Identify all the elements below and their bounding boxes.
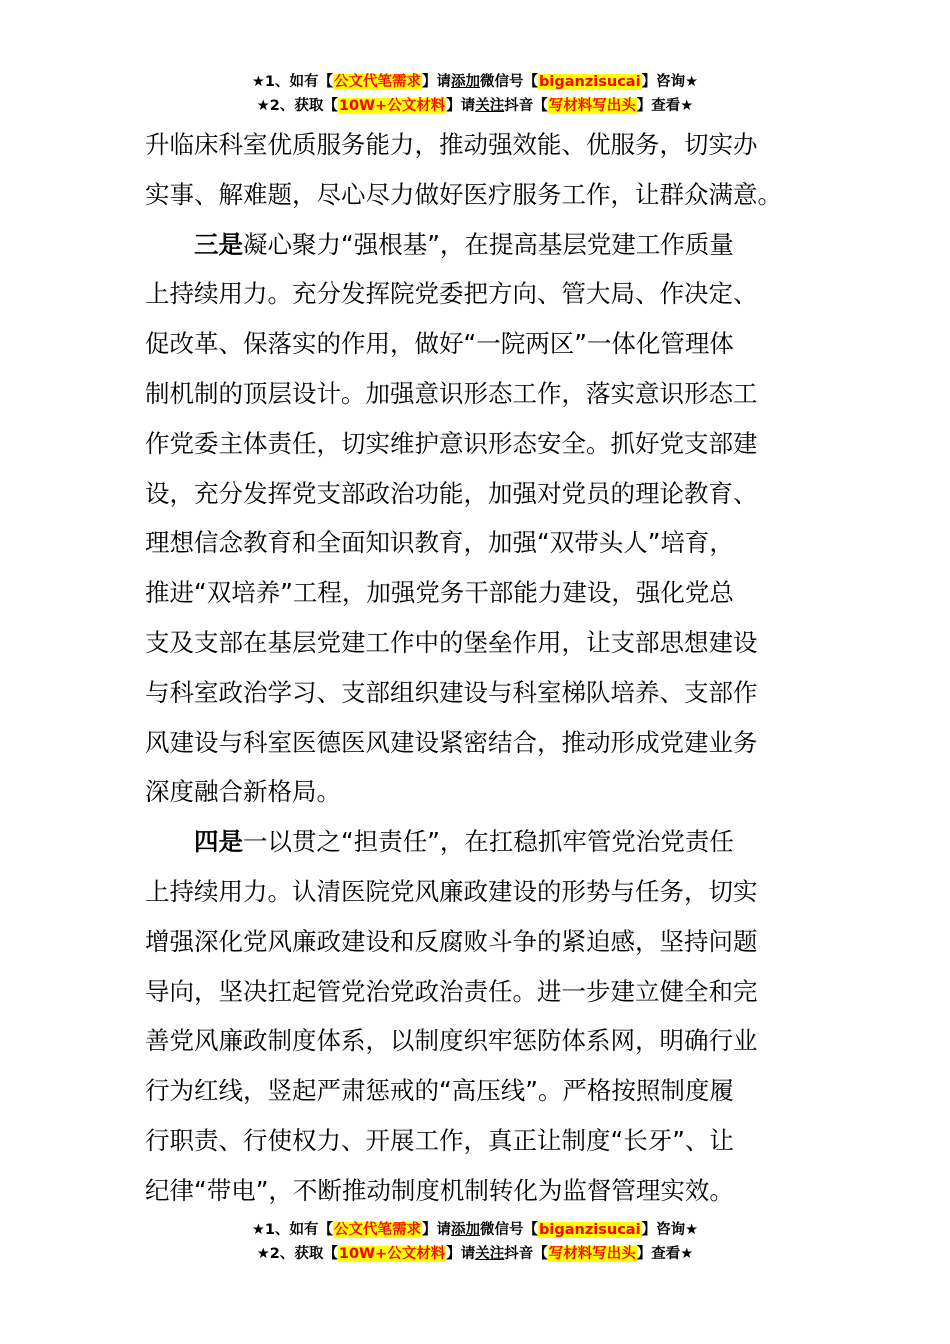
text-line: 凝心聚力“强根基”，在提高基层党建工作质量	[243, 229, 734, 259]
banner-text: 抖音【	[504, 98, 548, 114]
text-line: 深度融合新格局。	[145, 777, 341, 807]
text-line: 实事、解难题，尽心尽力做好医疗服务工作，让群众满意。	[145, 179, 782, 209]
banner-underlined-text: 添加	[451, 74, 481, 90]
text-line: 行职责、行使权力、开展工作，真正让制度“长牙”、让	[145, 1125, 734, 1155]
text-line: 理想信念教育和全面知识教育，加强“双带头人”培育，	[145, 528, 734, 558]
text-line: 上持续用力。认清医院党风廉政建设的形势与任务，切实	[145, 876, 758, 906]
banner-line-2	[0, 94, 950, 118]
text-line: 制机制的顶层设计。加强意识形态工作，落实意识形态工	[145, 378, 758, 408]
text-line: 一以贯之“担责任”，在扛稳抓牢管党治党责任	[243, 827, 734, 857]
text-line: 设，充分发挥党支部政治功能，加强对党员的理论教育、	[145, 478, 758, 508]
banner-text: ★2、获取【	[256, 1246, 338, 1262]
banner-text: 】请	[422, 74, 452, 90]
banner-text: 】请	[446, 1246, 476, 1262]
document-body	[145, 120, 810, 1216]
text-line: 导向，坚决扛起管党治党政治责任。进一步建立健全和完	[145, 976, 758, 1006]
banner-underlined-text: 关注	[475, 1246, 505, 1262]
paragraph-lead: 四是	[194, 827, 243, 857]
banner-text: 】查看★	[636, 98, 694, 114]
banner-line-2	[0, 1242, 950, 1266]
paragraph-start-four	[145, 817, 810, 867]
banner-text: 】咨询★	[641, 1222, 699, 1238]
banner-underlined-text: 关注	[475, 98, 505, 114]
highlight-douyin: 写材料写出头	[548, 98, 636, 114]
text-line: 上持续用力。充分发挥院党委把方向、管大局、作决定、	[145, 279, 758, 309]
text-line: 与科室政治学习、支部组织建设与科室梯队培养、支部作	[145, 677, 758, 707]
text-line: 增强深化党风廉政建设和反腐败斗争的紧迫感，坚持问题	[145, 926, 758, 956]
banner-underlined-text: 添加	[451, 1222, 481, 1238]
text-line: 升临床科室优质服务能力，推动强效能、优服务，切实办	[145, 130, 758, 159]
text-line: 风建设与科室医德医风建设紧密结合，推动形成党建业务	[145, 727, 758, 757]
banner-text: 微信号【	[480, 1222, 539, 1238]
highlight-service: 公文代笔需求	[334, 1222, 422, 1238]
banner-text: 】请	[422, 1222, 452, 1238]
text-line: 支及支部在基层党建工作中的堡垒作用，让支部思想建设	[145, 627, 758, 657]
banner-text: 】请	[446, 98, 476, 114]
banner-line-1	[0, 1218, 950, 1242]
banner-text: 】咨询★	[641, 74, 699, 90]
paragraph-start-three	[145, 220, 810, 270]
text-line: 推进“双培养”工程，加强党务干部能力建设，强化党总	[145, 578, 734, 608]
banner-text: 微信号【	[480, 74, 539, 90]
highlight-douyin: 写材料写出头	[548, 1246, 636, 1262]
banner-text: 抖音【	[504, 1246, 548, 1262]
text-line: 行为红线，竖起严肃惩戒的“高压线”。严格按照制度履	[145, 1076, 734, 1106]
text-line: 作党委主体责任，切实维护意识形态安全。抓好党支部建	[145, 428, 758, 458]
banner-text: ★2、获取【	[256, 98, 338, 114]
text-line: 促改革、保落实的作用，做好“一院两区”一体化管理体	[145, 329, 734, 359]
highlight-wechat-id: biganzisucai	[539, 74, 641, 90]
footer-banner	[0, 1218, 950, 1266]
text-line: 纪律“带电”，不断推动制度机制转化为监督管理实效。	[145, 1175, 734, 1205]
text-line: 善党风廉政制度体系，以制度织牢惩防体系网，明确行业	[145, 1026, 758, 1056]
banner-text: 】查看★	[636, 1246, 694, 1262]
highlight-materials: 10W+公文材料	[338, 98, 446, 114]
highlight-materials: 10W+公文材料	[338, 1246, 446, 1262]
paragraph-lead: 三是	[194, 229, 243, 259]
banner-text: ★1、如有【	[251, 1222, 334, 1238]
highlight-service: 公文代笔需求	[334, 74, 422, 90]
banner-line-1	[0, 70, 950, 94]
banner-text: ★1、如有【	[251, 74, 334, 90]
header-banner	[0, 70, 950, 118]
highlight-wechat-id: biganzisucai	[539, 1222, 641, 1238]
